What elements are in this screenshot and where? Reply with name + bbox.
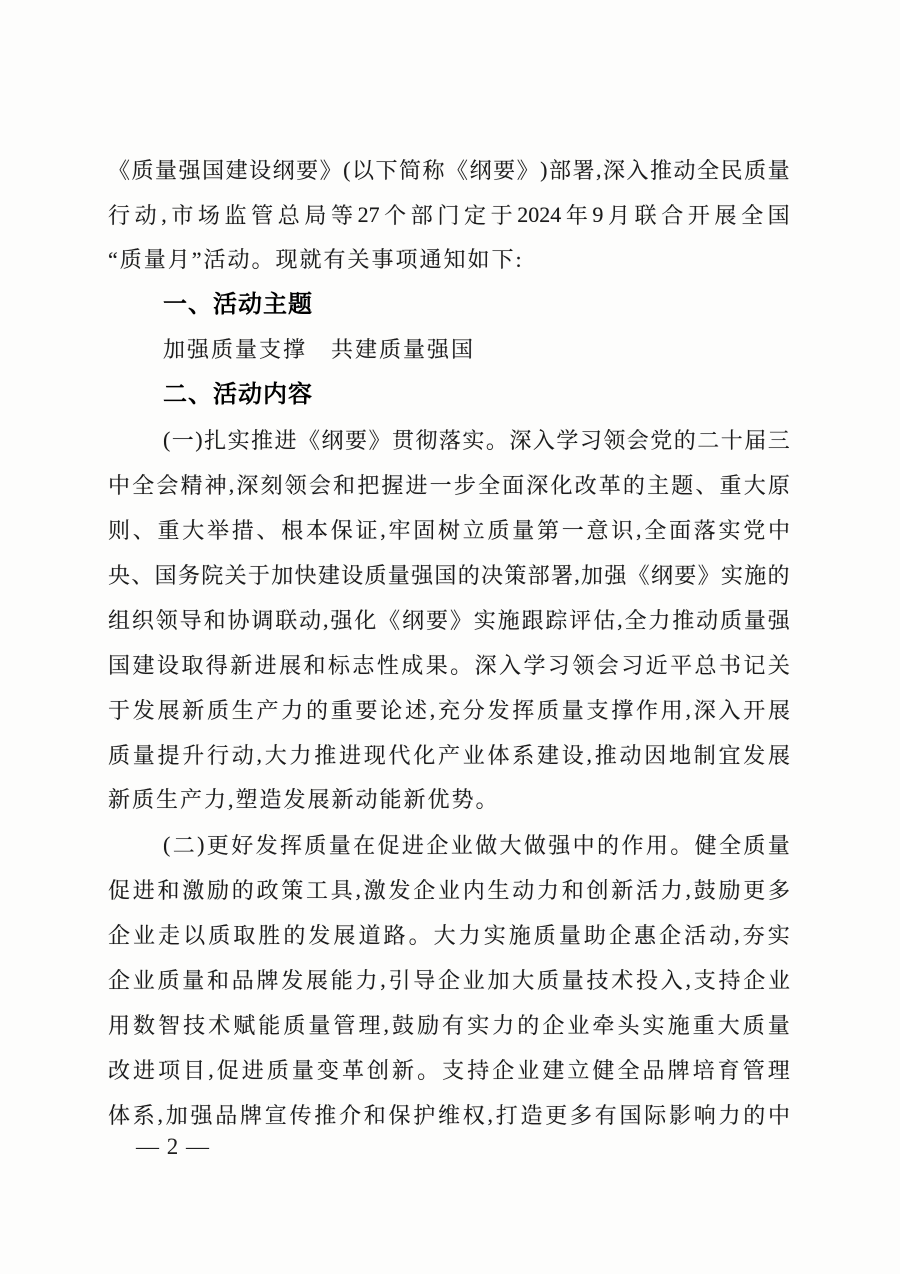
section-heading: 二、活动内容 xyxy=(163,381,313,408)
document-line: 体 系 , 加 强 品 牌 宣 传 推 介 和 保 护 维 权 , 打 造 更 多 有 国 际 影 响 力 的 中 xyxy=(108,1101,790,1128)
document-line: 组 织 领 导 和 协 调 联 动 , 强 化 《 纲 要 》 实 施 跟 踪 评 估 , 全 力 推 动 质 量 强 xyxy=(108,606,790,633)
document-line: 改 进 项 目 , 促 进 质 量 变 革 创 新 。 支 持 企 业 建 立 健 全 品 牌 培 育 管 理 xyxy=(108,1056,790,1083)
document-line: 则 、 重 大 举 措 、 根 本 保 证 , 牢 固 树 立 质 量 第 一 意 识 , 全 面 落 实 党 中 xyxy=(108,516,790,543)
document-line: “质量月”活动。现就有关事项通知如下: xyxy=(108,247,524,272)
document-line: 质 量 提 升 行 动 , 大 力 推 进 现 代 化 产 业 体 系 建 设 , 推 动 因 地 制 宜 发 展 xyxy=(108,741,790,768)
document-line: 用 数 智 技 术 赋 能 质 量 管 理 , 鼓 励 有 实 力 的 企 业 牵 头 实 施 重 大 质 量 xyxy=(108,1011,790,1038)
page-number: — 2 — xyxy=(136,1134,210,1159)
document-line: 中 全 会 精 神 , 深 刻 领 会 和 把 握 进 一 步 全 面 深 化 改 革 的 主 题 、 重 大 原 xyxy=(108,471,790,498)
document-line: 国 建 设 取 得 新 进 展 和 标 志 性 成 果 。 深 入 学 习 领 会 习 近 平 总 书 记 关 xyxy=(108,653,790,678)
document-line: 央 、 国 务 院 关 于 加 快 建 设 质 量 强 国 的 决 策 部 署 , 加 强 《 纲 要 》 实 施 的 xyxy=(108,561,790,588)
document-body xyxy=(108,147,790,1137)
document-line: 新质生产力,塑造发展新动能新优势。 xyxy=(108,787,500,812)
document-line: 企 业 走 以 质 取 胜 的 发 展 道 路 。 大 力 实 施 质 量 助 企 惠 企 活 动 , 夯 实 xyxy=(108,921,790,948)
document-line: 加强质量支撑 共建质量强国 xyxy=(163,337,476,362)
document-line: ( 一 ) 扎 实 推 进 《 纲 要 》 贯 彻 落 实 。 深 入 学 习 领 会 党 的 二 十 届 三 xyxy=(163,426,790,453)
section-heading: 一、活动主题 xyxy=(163,291,313,318)
document-line: 促 进 和 激 励 的 政 策 工 具 , 激 发 企 业 内 生 动 力 和 创 新 活 力 , 鼓 励 更 多 xyxy=(108,876,790,903)
document-line: ( 二 ) 更 好 发 挥 质 量 在 促 进 企 业 做 大 做 强 中 的 作 用 。 健 全 质 量 xyxy=(163,831,790,858)
document-line: 企 业 质 量 和 品 牌 发 展 能 力 , 引 导 企 业 加 大 质 量 技 术 投 入 , 支 持 企 业 xyxy=(108,966,790,993)
document-line: 行 动 , 市 场 监 管 总 局 等 27 个 部 门 定 于 2024 年 9 月 联 合 开 展 全 国 xyxy=(108,201,790,228)
document-line: 于 发 展 新 质 生 产 力 的 重 要 论 述 , 充 分 发 挥 质 量 支 撑 作 用 , 深 入 开 展 xyxy=(108,696,790,723)
document-line: 《 质 量 强 国 建 设 纲 要 》 ( 以 下 简 称 《 纲 要 》 ) 部 署 , 深 入 推 动 全 民 质 量 xyxy=(108,156,790,183)
